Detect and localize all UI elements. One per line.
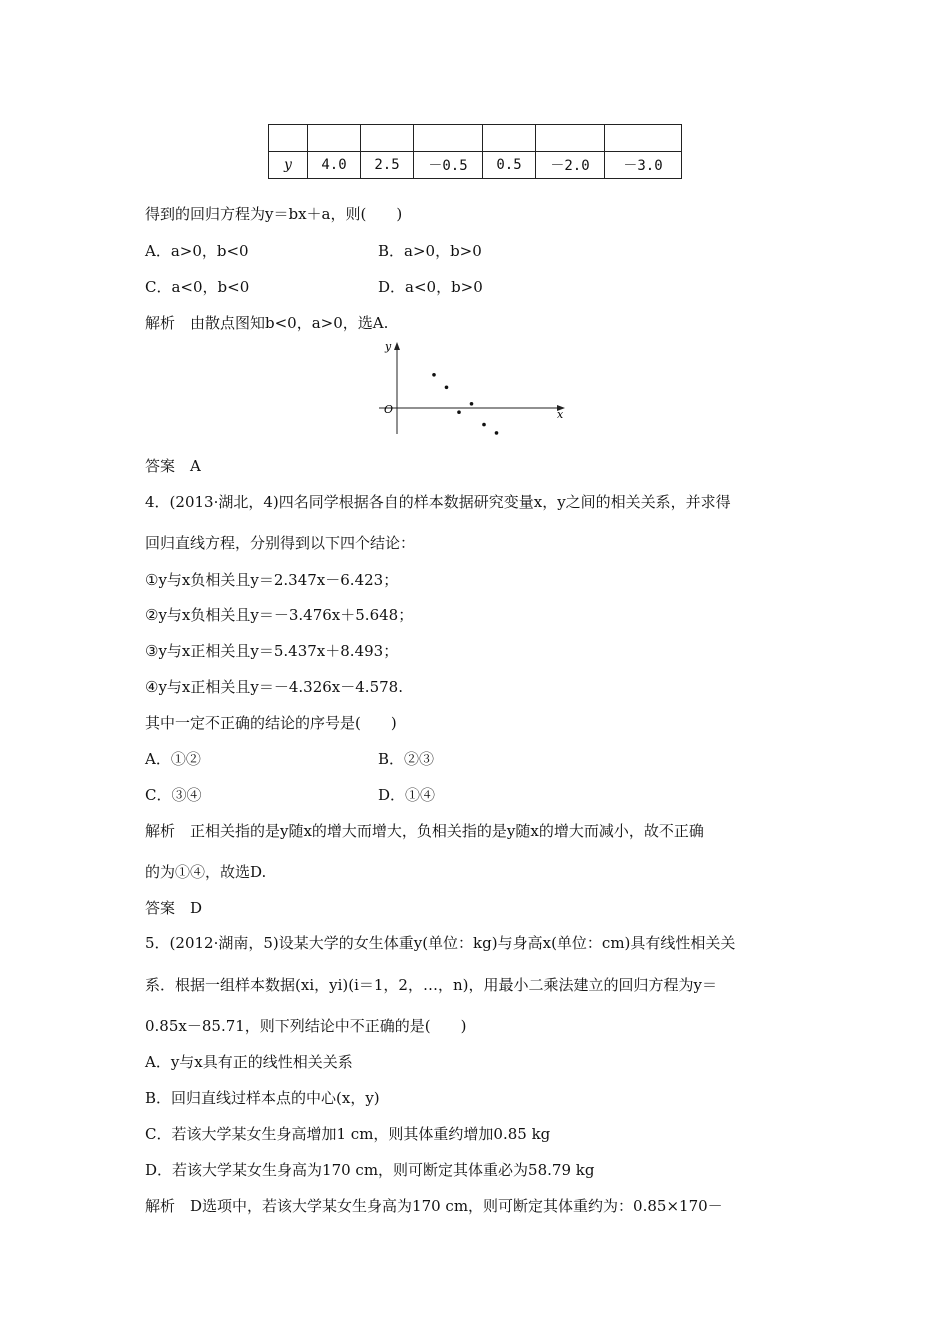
- q3-answer: 答案 A: [145, 457, 201, 475]
- table-cell: [605, 125, 682, 152]
- origin-label: O: [384, 403, 394, 416]
- data-points: [432, 373, 498, 435]
- q4-option-a: A．①②: [145, 750, 201, 768]
- data-table: [268, 124, 682, 179]
- data-point: [432, 373, 436, 377]
- q4-option-b: B．②③: [378, 750, 435, 768]
- data-point: [495, 431, 499, 435]
- table-cell: －3.0: [605, 152, 682, 179]
- q5-option-a: A．y与x具有正的线性相关关系: [145, 1053, 353, 1071]
- q5-analysis: 解析 D选项中，若该大学某女生身高为170 cm，则可断定其体重约为：0.85×170－: [145, 1197, 723, 1215]
- data-point: [482, 423, 486, 427]
- table-row-label: y: [269, 152, 308, 179]
- table-cell: [414, 125, 483, 152]
- data-point: [457, 410, 461, 414]
- table-cell: 4.0: [308, 152, 361, 179]
- q4-stem-line1: 4．(2013·湖北，4)四名同学根据各自的样本数据研究变量x，y之间的相关关系，并求得: [145, 493, 731, 511]
- q5-option-b: B．回归直线过样本点的中心(x，y): [145, 1089, 380, 1107]
- q4-conclusion-4: ④y与x正相关且y＝－4.326x－4.578.: [145, 678, 403, 696]
- q4-conclusion-3: ③y与x正相关且y＝5.437x＋8.493；: [145, 642, 399, 660]
- q3-option-a: A．a>0，b<0: [145, 242, 249, 260]
- data-point: [470, 402, 474, 406]
- y-axis-arrow: [394, 342, 400, 350]
- table-cell: [269, 125, 308, 152]
- q5-stem-line3: 0.85x－85.71，则下列结论中不正确的是( ): [145, 1017, 467, 1035]
- table-cell: －0.5: [414, 152, 483, 179]
- q4-option-c: C．③④: [145, 786, 202, 804]
- table-cell: 0.5: [483, 152, 536, 179]
- table-row-x: [269, 125, 682, 152]
- q3-option-c: C．a<0，b<0: [145, 278, 250, 296]
- q3-stem: 得到的回归方程为y＝bx＋a，则( ): [145, 205, 403, 223]
- q5-option-d: D．若该大学某女生身高为170 cm，则可断定其体重必为58.79 kg: [145, 1161, 595, 1179]
- x-axis-label: x: [557, 408, 564, 421]
- scatter-plot: [375, 338, 575, 442]
- q4-analysis-line2: 的为①④，故选D.: [145, 863, 267, 881]
- q4-question: 其中一定不正确的结论的序号是( ): [145, 714, 397, 732]
- q4-answer: 答案 D: [145, 899, 203, 917]
- table-row-y: [269, 152, 682, 179]
- table-cell: [361, 125, 414, 152]
- q4-conclusion-2: ②y与x负相关且y＝－3.476x＋5.648；: [145, 606, 414, 624]
- q4-option-d: D．①④: [378, 786, 436, 804]
- q4-conclusion-1: ①y与x负相关且y＝2.347x－6.423；: [145, 571, 399, 589]
- q3-analysis: 解析 由散点图知b<0，a>0，选A.: [145, 314, 389, 332]
- y-axis-label: y: [385, 340, 392, 353]
- q5-option-c: C．若该大学某女生身高增加1 cm，则其体重约增加0.85 kg: [145, 1125, 551, 1143]
- q3-option-b: B．a>0，b>0: [378, 242, 482, 260]
- table-cell: －2.0: [536, 152, 605, 179]
- q4-stem-line2: 回归直线方程，分别得到以下四个结论：: [145, 534, 416, 552]
- q4-analysis-line1: 解析 正相关指的是y随x的增大而增大，负相关指的是y随x的增大而减小，故不正确: [145, 822, 704, 840]
- table-cell: 2.5: [361, 152, 414, 179]
- table-cell: [483, 125, 536, 152]
- q3-option-d: D．a<0，b>0: [378, 278, 483, 296]
- table-cell: [308, 125, 361, 152]
- data-point: [445, 386, 449, 390]
- q5-stem-line1: 5．(2012·湖南，5)设某大学的女生体重y(单位：kg)与身高x(单位：cm)具有线性相关关: [145, 934, 736, 952]
- q5-stem-line2: 系．根据一组样本数据(xi，yi)(i＝1，2，…，n)，用最小二乘法建立的回归方程为y＝: [145, 976, 717, 994]
- table-cell: [536, 125, 605, 152]
